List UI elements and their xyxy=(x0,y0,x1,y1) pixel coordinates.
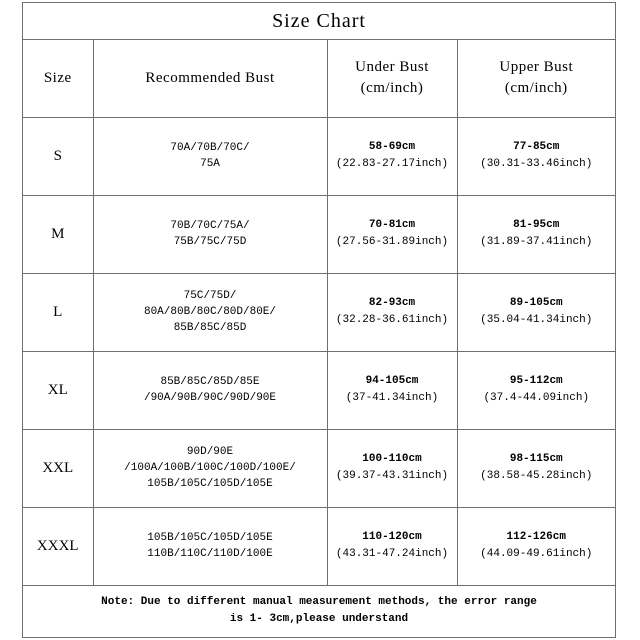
under-bust-cm: 100-110cm xyxy=(362,453,422,465)
upper-bust-cell xyxy=(457,273,615,351)
recommended-line: 70A/70B/70C/ xyxy=(170,142,250,154)
upper-bust-inch: (35.04-41.34inch) xyxy=(480,314,593,326)
under-bust-cell xyxy=(327,351,457,429)
size-cell: S xyxy=(23,117,93,195)
size-cell: M xyxy=(23,195,93,273)
upper-bust-cell xyxy=(457,195,615,273)
upper-bust-inch: (31.89-37.41inch) xyxy=(480,236,593,248)
recommended-line: 90D/90E xyxy=(186,446,234,458)
note-line2: is 1- 3cm,please understand xyxy=(229,613,409,625)
under-bust-inch: (37-41.34inch) xyxy=(345,392,439,404)
upper-bust-cm: 81-95cm xyxy=(513,219,560,231)
recommended-line: 85B/85C/85D/85E xyxy=(160,376,260,388)
upper-bust-cell xyxy=(457,117,615,195)
under-bust-inch: (27.56-31.89inch) xyxy=(335,236,449,248)
header-upper-bust xyxy=(457,40,615,117)
recommended-line: /90A/90B/90C/90D/90E xyxy=(143,392,277,404)
chart-title: Size Chart xyxy=(23,3,615,40)
note-line1: Note: Due to different manual measurement methods, the error range xyxy=(101,596,537,608)
upper-bust-cm: 98-115cm xyxy=(509,453,563,465)
under-bust-cell xyxy=(327,507,457,585)
under-bust-cm: 58-69cm xyxy=(368,141,416,153)
under-bust-cm: 70-81cm xyxy=(368,219,416,231)
under-bust-cell xyxy=(327,195,457,273)
under-bust-cm: 82-93cm xyxy=(368,297,416,309)
table-row xyxy=(23,273,615,351)
under-bust-cell xyxy=(327,273,457,351)
table-row xyxy=(23,429,615,507)
header-under-bust xyxy=(327,40,457,117)
upper-bust-cm: 95-112cm xyxy=(509,375,563,387)
header-under-line2: (cm/inch) xyxy=(360,80,424,97)
upper-bust-inch: (44.09-49.61inch) xyxy=(480,548,593,560)
size-cell: XXL xyxy=(23,429,93,507)
header-recommended-bust xyxy=(93,40,327,117)
recommended-line: 85B/85C/85D xyxy=(173,322,247,334)
under-bust-inch: (22.83-27.17inch) xyxy=(335,158,449,170)
size-cell: XL xyxy=(23,351,93,429)
under-bust-inch: (32.28-36.61inch) xyxy=(335,314,449,326)
header-upper-line2: (cm/inch) xyxy=(504,80,568,97)
recommended-cell xyxy=(93,351,327,429)
upper-bust-cm: 89-105cm xyxy=(509,297,563,309)
under-bust-inch: (43.31-47.24inch) xyxy=(335,548,449,560)
recommended-line: 110B/110C/110D/100E xyxy=(147,548,273,560)
size-cell: L xyxy=(23,273,93,351)
recommended-line: /100A/100B/100C/100D/100E/ xyxy=(124,462,296,474)
under-bust-cm: 94-105cm xyxy=(365,375,419,387)
header-size xyxy=(23,40,93,117)
recommended-cell xyxy=(93,195,327,273)
recommended-cell xyxy=(93,429,327,507)
header-row xyxy=(23,40,615,117)
recommended-cell xyxy=(93,117,327,195)
recommended-line: 70B/70C/75A/ xyxy=(170,220,250,232)
under-bust-cell xyxy=(327,117,457,195)
upper-bust-cm: 77-85cm xyxy=(513,141,560,153)
size-table xyxy=(23,40,615,586)
recommended-cell xyxy=(93,273,327,351)
table-row xyxy=(23,117,615,195)
recommended-line: 75C/75D/ xyxy=(183,290,237,302)
upper-bust-inch: (30.31-33.46inch) xyxy=(480,158,593,170)
recommended-line: 105B/105C/105D/105E xyxy=(147,478,273,490)
header-upper-line1: Upper Bust xyxy=(499,59,574,76)
header-under-line1: Under Bust xyxy=(355,59,429,76)
upper-bust-cell xyxy=(457,351,615,429)
table-row xyxy=(23,351,615,429)
recommended-cell xyxy=(93,507,327,585)
upper-bust-inch: (38.58-45.28inch) xyxy=(480,470,593,482)
recommended-line: 80A/80B/80C/80D/80E/ xyxy=(143,306,277,318)
upper-bust-cell xyxy=(457,507,615,585)
under-bust-cm: 110-120cm xyxy=(362,531,422,543)
table-row xyxy=(23,507,615,585)
recommended-line: 105B/105C/105D/105E xyxy=(147,532,273,544)
under-bust-inch: (39.37-43.31inch) xyxy=(335,470,449,482)
size-cell: XXXL xyxy=(23,507,93,585)
measurement-note xyxy=(23,585,615,637)
recommended-line: 75A xyxy=(200,158,220,170)
upper-bust-inch: (37.4-44.09inch) xyxy=(483,392,590,404)
under-bust-cell xyxy=(327,429,457,507)
header-size-label: Size xyxy=(43,69,72,86)
recommended-line: 75B/75C/75D xyxy=(173,236,247,248)
header-recommended-label: Recommended Bust xyxy=(145,69,275,86)
table-row xyxy=(23,195,615,273)
upper-bust-cell xyxy=(457,429,615,507)
size-chart-frame xyxy=(22,2,616,638)
upper-bust-cm: 112-126cm xyxy=(506,531,566,543)
